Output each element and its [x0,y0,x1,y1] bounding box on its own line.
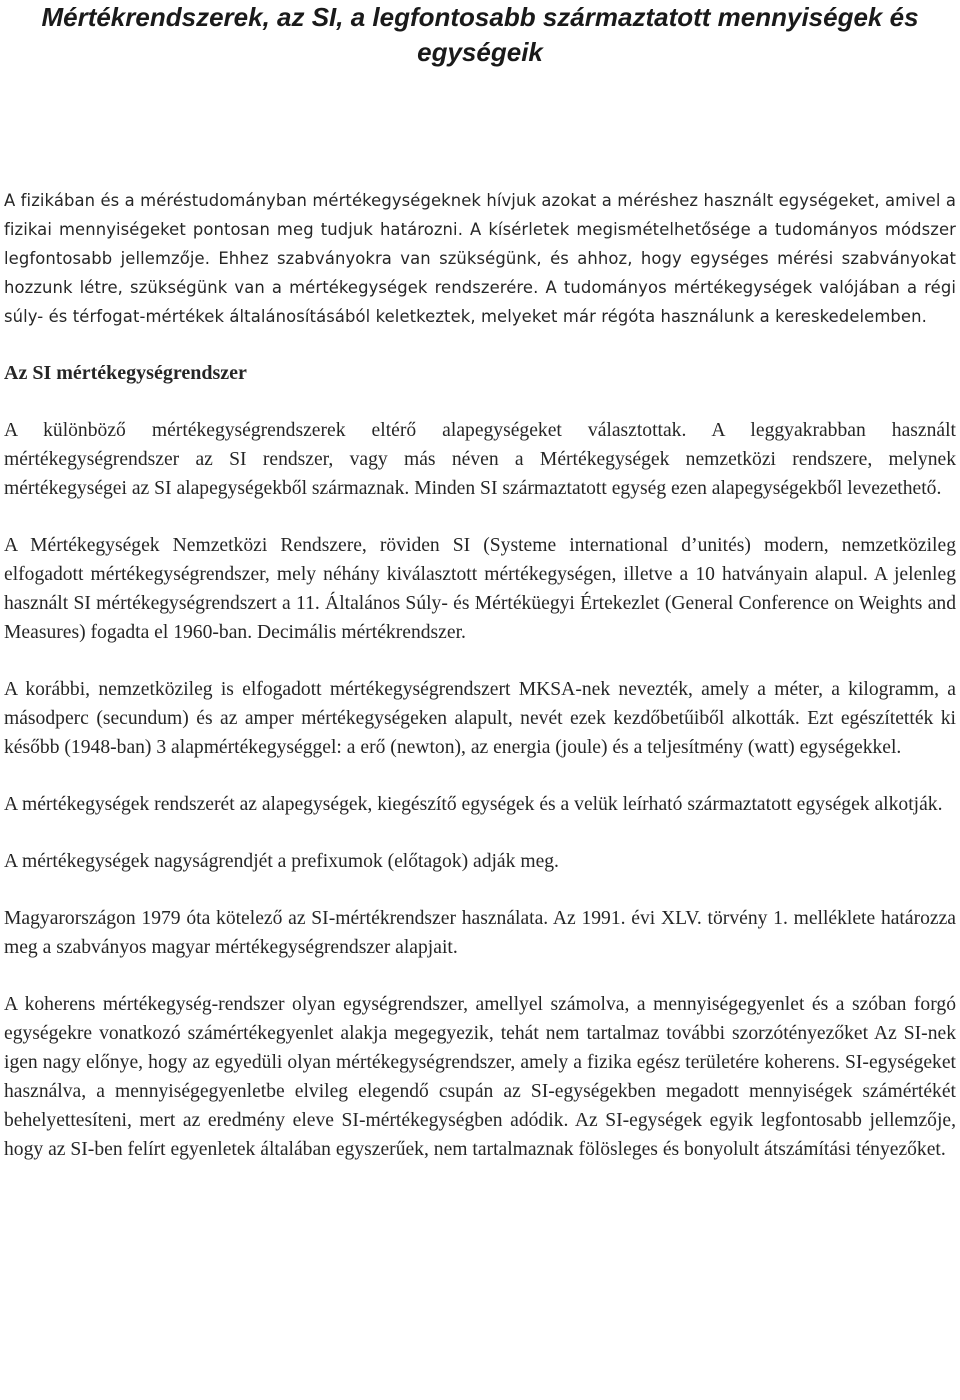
paragraph-magyarorszag: Magyarországon 1979 óta kötelező az SI-mértékrendszer használata. Az 1991. évi XLV. törvény 1. melléklete határozza meg a szabványos magyar mértékegységrendszer alapjait. [4,908,956,958]
spacer [4,962,956,990]
spacer [4,762,956,790]
paragraph-prefixumok: A mértékegységek nagyságrendjét a prefixumok (előtagok) adják meg. [4,851,559,872]
paragraph-si-definition: A Mértékegységek Nemzetközi Rendszere, röviden SI (Systeme international d’unités) modern, nemzetközileg elfogadott mértékegységrendszer, mely néhány kiválasztott mértékegységen, illetve a 10 hatványain alapul. A jelenleg használt SI mértékegységrendszert a 11. Általános Súly- és Mértéküegyi Értekezlet (General Conference on Weights and Measures) fogadta el 1960-ban. Decimális mértékrendszer. [4,535,956,643]
intro-paragraph: A fizikában és a méréstudományban mértékegységeknek hívjuk azokat a méréshez használt egységeket, amivel a fizikai mennyiségeket pontosan meg tudjuk határozni. A kísérletek megismételhetősége a tudományos módszer legfontosabb jellemzője. Ehhez szabványokra van szükségünk, és ahhoz, hogy egységes mérési szabványokat hozzunk létre, szükségünk van a mértékegységek rendszerére. A tudományos mértékegységek valójában a régi súly- és térfogat-mértékek általánosításából keletkeztek, melyeket már régóta használunk a kereskedelemben. [4,191,956,326]
paragraph-rendszer: A mértékegységek rendszerét az alapegységek, kiegészítő egységek és a velük leírható származtatott egységek alkotják. [4,794,943,815]
spacer [4,819,956,847]
spacer [4,503,956,531]
paragraph-koherens: A koherens mértékegység-rendszer olyan egységrendszer, amellyel számolva, a mennyiségegyenlet és a szóban forgó egységekre vonatkozó számértékegyenlet alakja megegyezik, tehát nem tartalmaz további szorzótényezőket Az SI-nek igen nagy előnye, hogy az egyedüli olyan mértékegységrendszer, amely a fizika egész területére koherens. SI-egységeket használva, a mennyiségegyenletbe elvileg elegendő csupán az SI-egységekben megadott mennyiségek számértékét behelyettesíteni, mert az eredmény eleve SI-mértékegységben adódik. Az SI-egységek egyik legfontosabb jellemzője, hogy az SI-ben felírt egyenletek általában egyszerűek, nem tartalmaznak fölösleges és bonyolult átszámítási tényezőket. [4,994,956,1160]
paragraph-mksa: A korábbi, nemzetközileg is elfogadott mértékegységrendszert MKSA-nek nevezték, amely a méter, a kilogramm, a másodperc (secundum) és az amper mértékegységeken alapult, nevét ezek kezdőbetűiből alkották. Ezt egészítették ki később (1948-ban) 3 alapmértékegységgel: a erő (newton), az energia (joule) és a teljesítmény (watt) egységekkel. [4,679,956,758]
spacer [4,647,956,675]
spacer [4,70,956,186]
page-title: Mértékrendszerek, az SI, a legfontosabb származtatott mennyiségek és egységeik [41,2,919,67]
spacer [4,388,956,416]
spacer [4,331,956,359]
section-heading: Az SI mértékegységrendszer [4,362,247,384]
paragraph-alapegysegek: A különböző mértékegységrendszerek eltérő alapegységeket választottak. A leggyakrabban használt mértékegységrendszer az SI rendszer, vagy más néven a Mértékegységek nemzetközi rendszere, melynek mértékegységei az SI alapegységekből származnak. Minden SI származtatott egység ezen alapegységekből levezethető. [4,420,956,499]
spacer [4,876,956,904]
